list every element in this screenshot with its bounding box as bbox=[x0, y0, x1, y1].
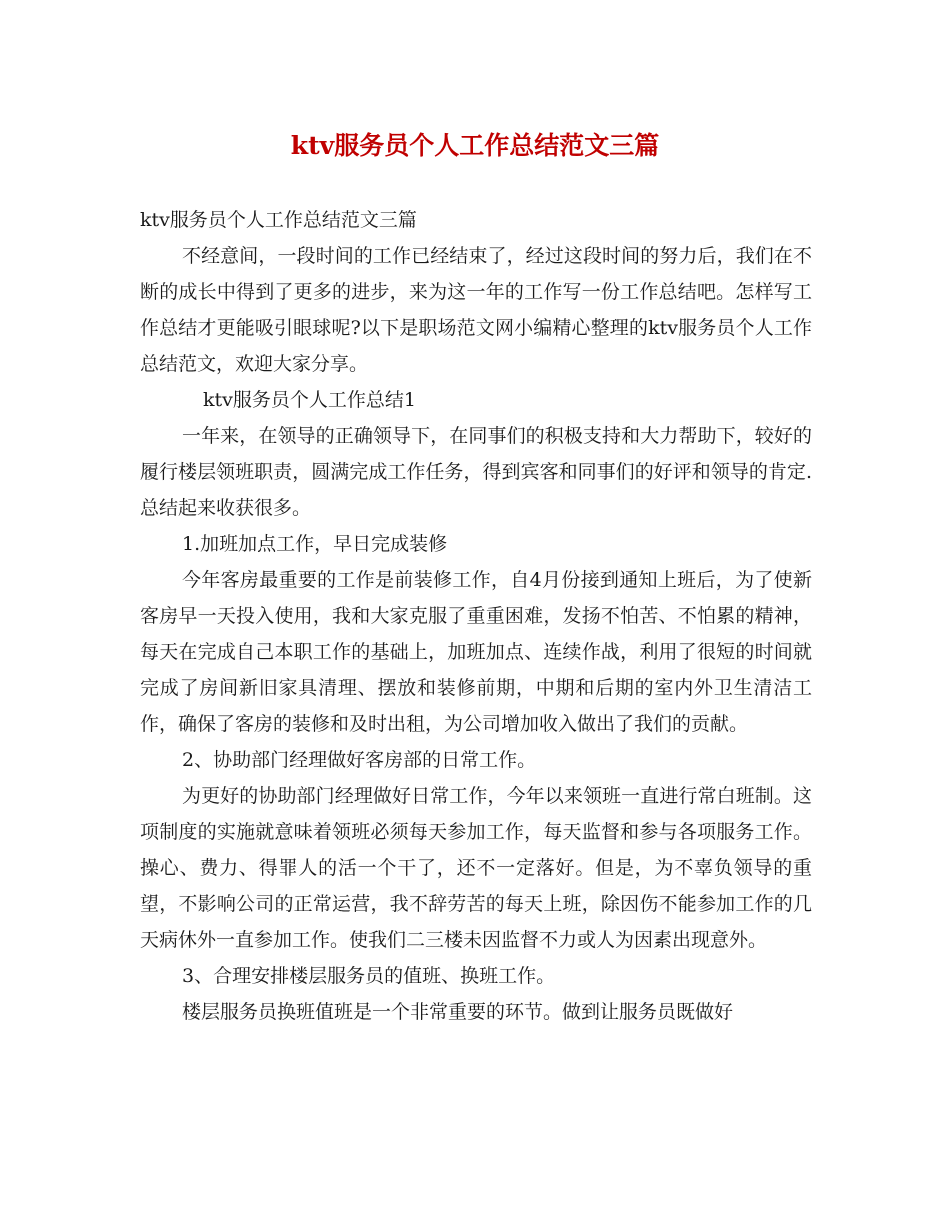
document-title: ktv服务员个人工作总结范文三篇 bbox=[290, 131, 660, 160]
paragraph-item-2: 为更好的协助部门经理做好日常工作，今年以来领班一直进行常白班制。这项制度的实施就意味着领班必须每天参加工作，每天监督和参与各项服务工作。操心、费力、得罪人的活一个干了，还不一定落好。但是，为不辜负领导的重望，不影响公司的正常运营，我不辞劳苦的每天上班，除因伤不能参加工作的几天病休外一直参加工作。使我们二三楼未因监督不力或人为因素出现意外。 bbox=[140, 785, 812, 951]
paragraph-item-1: 今年客房最重要的工作是前装修工作，自4月份接到通知上班后，为了使新客房早一天投入使用，我和大家克服了重重困难，发扬不怕苦、不怕累的精神，每天在完成自己本职工作的基础上，加班加点、连续作战，利用了很短的时间就完成了房间新旧家具清理、摆放和装修前期，中期和后期的室内外卫生清洁工作，确保了客房的装修和及时出租，为公司增加收入做出了我们的贡献。 bbox=[140, 569, 812, 735]
paragraph-item-3: 楼层服务员换班值班是一个非常重要的环节。做到让服务员既做好 bbox=[182, 1001, 734, 1023]
paragraph-subtitle: ktv服务员个人工作总结范文三篇 bbox=[140, 209, 417, 231]
item-heading-2: 2、协助部门经理做好客房部的日常工作。 bbox=[182, 749, 537, 771]
document-body bbox=[140, 202, 812, 1030]
item-heading-1: 1.加班加点工作，早日完成装修 bbox=[182, 533, 448, 555]
section-heading-summary-1: ktv服务员个人工作总结1 bbox=[203, 389, 416, 411]
paragraph-intro: 不经意间，一段时间的工作已经结束了，经过这段时间的努力后，我们在不断的成长中得到了更多的进步，来为这一年的工作写一份工作总结吧。怎样写工作总结才更能吸引眼球呢?以下是职场范文网小编精心整理的ktv服务员个人工作总结范文，欢迎大家分享。 bbox=[140, 245, 812, 375]
item-heading-3: 3、合理安排楼层服务员的值班、换班工作。 bbox=[182, 965, 556, 987]
paragraph-overview: 一年来，在领导的正确领导下，在同事们的积极支持和大力帮助下，较好的履行楼层领班职责，圆满完成工作任务，得到宾客和同事们的好评和领导的肯定.总结起来收获很多。 bbox=[140, 425, 812, 519]
